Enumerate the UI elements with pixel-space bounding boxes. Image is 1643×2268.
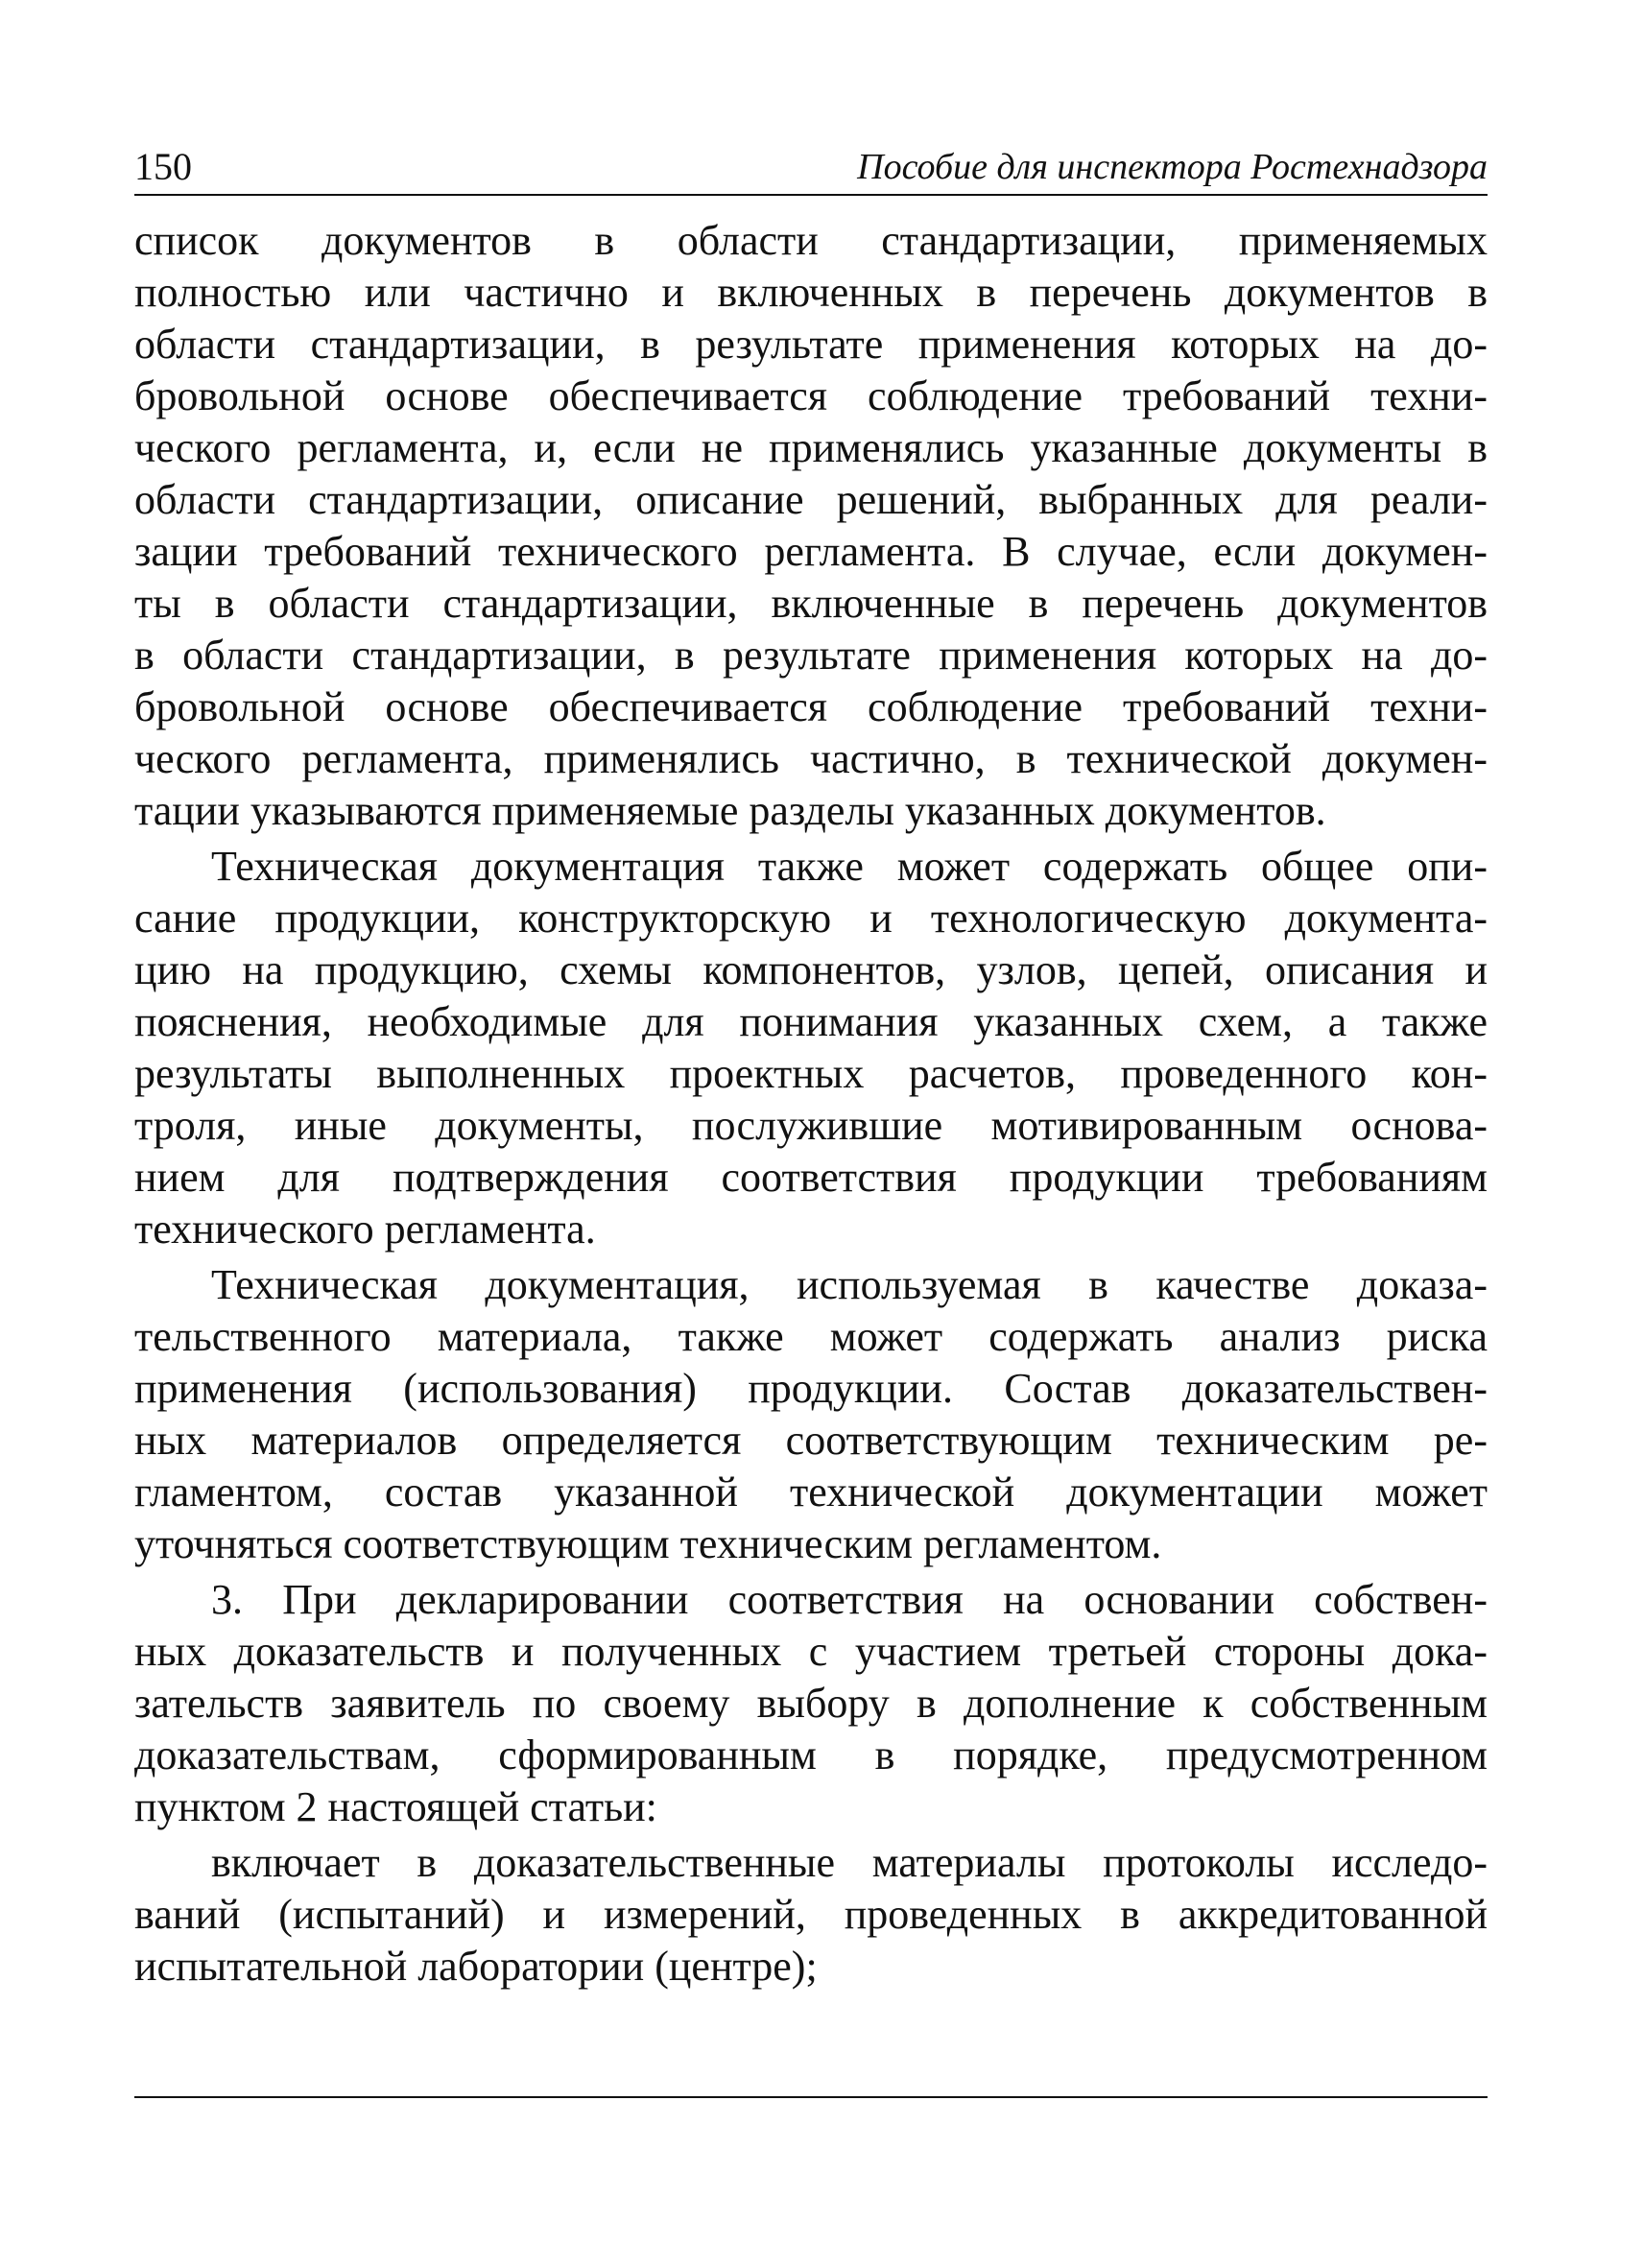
text-line: пунктом 2 настоящей статьи: xyxy=(134,1783,657,1830)
text-line: пояснения, необходимые для понимания указанных схем, а также xyxy=(134,998,1488,1045)
text-line: список документов в области стандартизации, применяемых xyxy=(134,217,1488,264)
paragraph-3 xyxy=(134,1259,1488,1570)
text-line: доказательствам, сформированным в порядке, предусмотренном xyxy=(134,1731,1488,1779)
paragraph-4 xyxy=(134,1574,1488,1833)
text-line: ческого регламента, применялись частично, в технической докумен- xyxy=(134,735,1488,782)
text-line: включает в доказательственные материалы протоколы исследо- xyxy=(211,1839,1488,1886)
running-title: Пособие для инспектора Ростехнадзора xyxy=(857,147,1488,187)
text-line: ных доказательств и полученных с участием третьей стороны дока- xyxy=(134,1628,1488,1675)
bottom-rule xyxy=(134,2096,1488,2098)
text-line: уточняться соответствующим техническим регламентом. xyxy=(134,1520,1162,1567)
text-line: технического регламента. xyxy=(134,1206,596,1253)
text-line: нием для подтверждения соответствия продукции требованиям xyxy=(134,1154,1488,1201)
text-line: Техническая документация, используемая в качестве доказа- xyxy=(211,1261,1488,1308)
text-line: зательств заявитель по своему выбору в дополнение к собственным xyxy=(134,1680,1488,1727)
text-line: ческого регламента, и, если не применялись указанные документы в xyxy=(134,424,1488,471)
page-number: 150 xyxy=(134,145,192,188)
text-line: ных материалов определяется соответствующим техническим ре- xyxy=(134,1417,1488,1464)
text-line: зации требований технического регламента. В случае, если докумен- xyxy=(134,528,1488,575)
text-line: тельственного материала, также может содержать анализ риска xyxy=(134,1313,1488,1360)
text-line: гламентом, состав указанной технической документации может xyxy=(134,1468,1488,1516)
text-line: результаты выполненных проектных расчетов, проведенного кон- xyxy=(134,1050,1488,1097)
text-line: троля, иные документы, послужившие мотивированным основа- xyxy=(134,1102,1488,1149)
page-header xyxy=(134,144,1488,196)
text-line: цию на продукцию, схемы компонентов, узлов, цепей, описания и xyxy=(134,946,1488,993)
page-body xyxy=(134,215,1488,1993)
text-line: в области стандартизации, в результате применения которых на до- xyxy=(134,632,1488,679)
text-line: бровольной основе обеспечивается соблюдение требований техни- xyxy=(134,372,1488,419)
paragraph-1 xyxy=(134,215,1488,837)
text-line: Техническая документация также может содержать общее опи- xyxy=(211,843,1488,890)
text-line: области стандартизации, в результате применения которых на до- xyxy=(134,321,1488,368)
text-line: применения (использования) продукции. Состав доказательствен- xyxy=(134,1365,1488,1412)
text-line: испытательной лаборатории (центре); xyxy=(134,1943,818,1990)
text-line: бровольной основе обеспечивается соблюдение требований техни- xyxy=(134,683,1488,730)
text-line: ты в области стандартизации, включенные в перечень документов xyxy=(134,580,1488,627)
paragraph-5 xyxy=(134,1837,1488,1993)
text-line: тации указываются применяемые разделы указанных документов. xyxy=(134,787,1326,834)
text-line: области стандартизации, описание решений, выбранных для реали- xyxy=(134,476,1488,523)
text-line: сание продукции, конструкторскую и технологическую документа- xyxy=(134,895,1488,942)
text-line: 3. При декларировании соответствия на основании собствен- xyxy=(211,1576,1488,1623)
text-line: полностью или частично и включенных в перечень документов в xyxy=(134,269,1488,316)
text-line: ваний (испытаний) и измерений, проведенных в аккредитованной xyxy=(134,1891,1488,1938)
paragraph-2 xyxy=(134,841,1488,1255)
